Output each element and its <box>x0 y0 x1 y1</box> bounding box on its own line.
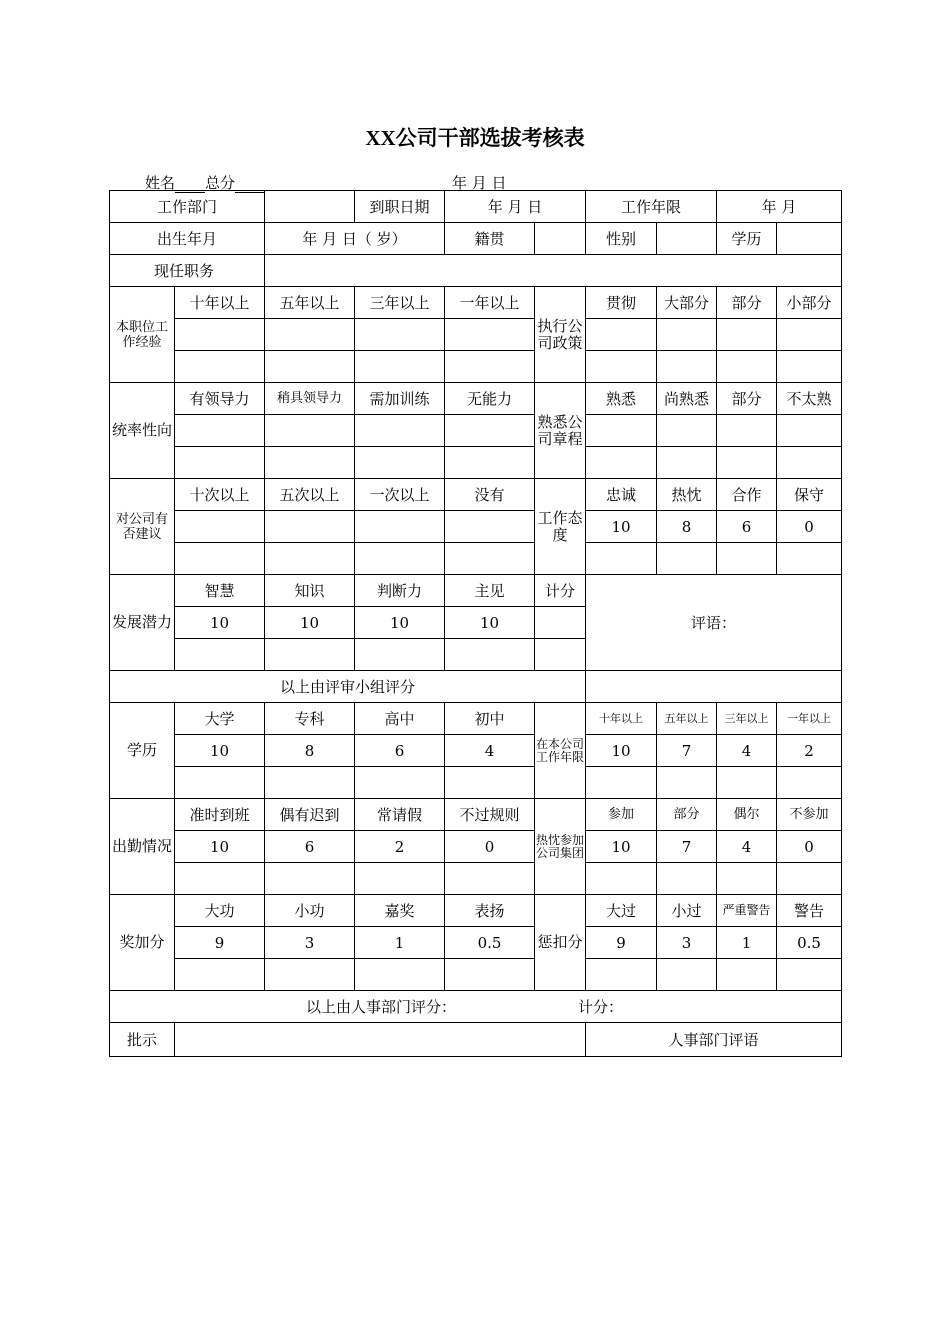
edu-score: 6 <box>355 735 445 767</box>
experience-option: 十年以上 <box>175 287 265 319</box>
score-cell[interactable] <box>717 319 777 351</box>
work-years-input[interactable]: 年 月 <box>717 191 842 223</box>
score-cell[interactable] <box>265 639 355 671</box>
score-cell[interactable] <box>265 319 355 351</box>
penalty-score: 0.5 <box>777 927 842 959</box>
score-cell[interactable] <box>717 767 777 799</box>
attitude-option: 热忱 <box>657 479 717 511</box>
panel-note-blank[interactable] <box>586 671 842 703</box>
dept-input[interactable] <box>265 191 355 223</box>
tenure-option: 十年以上 <box>586 703 657 735</box>
score-cell[interactable] <box>777 863 842 895</box>
score-cell[interactable] <box>777 959 842 991</box>
group-option: 偶尔 <box>717 799 777 831</box>
edu-score: 4 <box>445 735 535 767</box>
experience-option: 五年以上 <box>265 287 355 319</box>
score-cell[interactable] <box>777 351 842 383</box>
leadership-label: 统率性向 <box>110 383 175 479</box>
score-cell[interactable] <box>586 319 657 351</box>
score-cell[interactable] <box>175 639 265 671</box>
native-input[interactable] <box>535 223 586 255</box>
score-cell[interactable] <box>657 415 717 447</box>
position-label: 现任职务 <box>110 255 265 287</box>
attendance-label: 出勤情况 <box>110 799 175 895</box>
join-date-label: 到职日期 <box>355 191 445 223</box>
join-date-input[interactable]: 年 月 日 <box>445 191 586 223</box>
score-cell[interactable] <box>355 959 445 991</box>
bonus-option: 大功 <box>175 895 265 927</box>
score-cell[interactable] <box>777 543 842 575</box>
tenure-option: 一年以上 <box>777 703 842 735</box>
attitude-score: 10 <box>586 511 657 543</box>
score-cell[interactable] <box>265 511 355 543</box>
penalty-score: 3 <box>657 927 717 959</box>
group-score: 4 <box>717 831 777 863</box>
score-cell[interactable] <box>586 447 657 479</box>
score-cell[interactable] <box>586 959 657 991</box>
score-cell[interactable] <box>586 415 657 447</box>
attendance-option: 偶有迟到 <box>265 799 355 831</box>
experience-option: 三年以上 <box>355 287 445 319</box>
score-cell[interactable] <box>717 959 777 991</box>
score-cell[interactable] <box>355 351 445 383</box>
potential-score-label: 计分 <box>535 575 586 607</box>
potential-score: 10 <box>445 607 535 639</box>
education-label: 学历 <box>717 223 777 255</box>
score-cell[interactable] <box>717 447 777 479</box>
attendance-option: 不过规则 <box>445 799 535 831</box>
total-label: 总分 <box>205 174 236 192</box>
tenure-score: 4 <box>717 735 777 767</box>
score-cell[interactable] <box>265 351 355 383</box>
education-input[interactable] <box>777 223 842 255</box>
assessment-table <box>109 190 842 1057</box>
hr-score: 计分： <box>578 997 624 1016</box>
penalty-option: 警告 <box>777 895 842 927</box>
hr-note: 以上由人事部门评分： <box>306 997 457 1016</box>
score-cell[interactable] <box>657 543 717 575</box>
score-cell[interactable] <box>586 351 657 383</box>
suggestion-option: 五次以上 <box>265 479 355 511</box>
edu-label: 学历 <box>110 703 175 799</box>
edu-option: 初中 <box>445 703 535 735</box>
bonus-score: 0.5 <box>445 927 535 959</box>
dept-label: 工作部门 <box>110 191 265 223</box>
group-label: 热忱参加公司集团 <box>535 799 586 895</box>
birth-label: 出生年月 <box>110 223 265 255</box>
tenure-score: 2 <box>777 735 842 767</box>
edu-option: 高中 <box>355 703 445 735</box>
bonus-option: 表扬 <box>445 895 535 927</box>
gender-label: 性别 <box>586 223 657 255</box>
score-cell[interactable] <box>175 447 265 479</box>
potential-option: 主见 <box>445 575 535 607</box>
score-cell[interactable] <box>445 863 535 895</box>
score-cell[interactable] <box>175 543 265 575</box>
edu-score: 10 <box>175 735 265 767</box>
work-years-label: 工作年限 <box>586 191 717 223</box>
potential-score: 10 <box>175 607 265 639</box>
header-date: 年 月 日 <box>452 174 507 192</box>
rules-option: 不太熟 <box>777 383 842 415</box>
score-cell[interactable] <box>175 511 265 543</box>
score-cell[interactable] <box>445 511 535 543</box>
edu-score: 8 <box>265 735 355 767</box>
potential-score: 10 <box>265 607 355 639</box>
attendance-option: 准时到班 <box>175 799 265 831</box>
score-cell[interactable] <box>355 639 445 671</box>
attendance-score: 2 <box>355 831 445 863</box>
score-cell[interactable] <box>586 543 657 575</box>
edu-option: 专科 <box>265 703 355 735</box>
policy-option: 贯彻 <box>586 287 657 319</box>
attendance-option: 常请假 <box>355 799 445 831</box>
suggestion-option: 十次以上 <box>175 479 265 511</box>
score-cell[interactable] <box>717 863 777 895</box>
gender-input[interactable] <box>657 223 717 255</box>
edu-option: 大学 <box>175 703 265 735</box>
score-cell[interactable] <box>265 543 355 575</box>
tenure-option: 三年以上 <box>717 703 777 735</box>
score-cell[interactable] <box>717 543 777 575</box>
score-cell[interactable] <box>777 447 842 479</box>
suggestion-option: 一次以上 <box>355 479 445 511</box>
approve-input[interactable] <box>175 1023 586 1057</box>
bonus-option: 小功 <box>265 895 355 927</box>
attendance-score: 0 <box>445 831 535 863</box>
bonus-score: 9 <box>175 927 265 959</box>
score-cell[interactable] <box>175 767 265 799</box>
comment-label: 评语： <box>691 613 737 632</box>
rules-option: 尚熟悉 <box>657 383 717 415</box>
policy-option: 部分 <box>717 287 777 319</box>
tenure-option: 五年以上 <box>657 703 717 735</box>
bonus-label: 奖加分 <box>110 895 175 991</box>
potential-label: 发展潜力 <box>110 575 175 671</box>
group-option: 部分 <box>657 799 717 831</box>
score-cell[interactable] <box>175 959 265 991</box>
birth-input[interactable]: 年 月 日（ 岁） <box>265 223 445 255</box>
rules-option: 部分 <box>717 383 777 415</box>
attitude-score: 6 <box>717 511 777 543</box>
score-cell[interactable] <box>355 863 445 895</box>
score-cell[interactable] <box>445 959 535 991</box>
score-cell[interactable] <box>445 351 535 383</box>
hr-note-row[interactable] <box>110 991 842 1023</box>
score-cell[interactable] <box>355 511 445 543</box>
tenure-score: 7 <box>657 735 717 767</box>
suggestion-label: 对公司有否建议 <box>110 479 175 575</box>
score-cell[interactable] <box>265 447 355 479</box>
experience-label: 本职位工作经验 <box>110 287 175 383</box>
score-cell[interactable] <box>265 863 355 895</box>
attitude-label: 工作态度 <box>535 479 586 575</box>
page-title: XX公司干部选拔考核表 <box>365 126 585 150</box>
score-cell[interactable] <box>445 447 535 479</box>
rules-option: 熟悉 <box>586 383 657 415</box>
score-cell[interactable] <box>717 351 777 383</box>
native-label: 籍贯 <box>445 223 535 255</box>
hr-comment: 人事部门评语 <box>586 1023 842 1057</box>
attitude-score: 0 <box>777 511 842 543</box>
score-cell[interactable] <box>445 415 535 447</box>
score-cell[interactable] <box>265 767 355 799</box>
score-cell[interactable] <box>657 447 717 479</box>
score-cell[interactable] <box>175 863 265 895</box>
score-cell[interactable] <box>175 319 265 351</box>
score-cell[interactable] <box>175 351 265 383</box>
group-option: 不参加 <box>777 799 842 831</box>
penalty-option: 大过 <box>586 895 657 927</box>
approve-label: 批示 <box>110 1023 175 1057</box>
score-cell[interactable] <box>175 415 265 447</box>
score-cell[interactable] <box>355 319 445 351</box>
comment-box[interactable] <box>586 575 842 671</box>
score-cell[interactable] <box>265 415 355 447</box>
penalty-option: 严重警告 <box>717 895 777 927</box>
policy-option: 小部分 <box>777 287 842 319</box>
group-score: 0 <box>777 831 842 863</box>
score-cell[interactable] <box>445 767 535 799</box>
attendance-score: 6 <box>265 831 355 863</box>
penalty-score: 1 <box>717 927 777 959</box>
potential-score: 10 <box>355 607 445 639</box>
score-cell[interactable] <box>355 415 445 447</box>
score-cell[interactable] <box>586 863 657 895</box>
group-option: 参加 <box>586 799 657 831</box>
bonus-score: 1 <box>355 927 445 959</box>
attendance-score: 10 <box>175 831 265 863</box>
attitude-option: 保守 <box>777 479 842 511</box>
score-cell[interactable] <box>445 543 535 575</box>
score-cell[interactable] <box>445 639 535 671</box>
score-cell[interactable] <box>265 959 355 991</box>
policy-option: 大部分 <box>657 287 717 319</box>
policy-label: 执行公司政策 <box>535 287 586 383</box>
group-score: 10 <box>586 831 657 863</box>
score-cell[interactable] <box>535 607 586 639</box>
score-cell[interactable] <box>445 319 535 351</box>
attitude-option: 合作 <box>717 479 777 511</box>
leadership-option: 需加训练 <box>355 383 445 415</box>
leadership-option: 无能力 <box>445 383 535 415</box>
rules-label: 熟悉公司章程 <box>535 383 586 479</box>
tenure-score: 10 <box>586 735 657 767</box>
name-label: 姓名 <box>145 174 176 192</box>
score-cell[interactable] <box>777 767 842 799</box>
score-cell[interactable] <box>586 767 657 799</box>
penalty-score: 9 <box>586 927 657 959</box>
group-score: 7 <box>657 831 717 863</box>
score-cell[interactable] <box>657 351 717 383</box>
leadership-option: 稍具领导力 <box>265 383 355 415</box>
attitude-score: 8 <box>657 511 717 543</box>
score-cell[interactable] <box>355 767 445 799</box>
potential-option: 智慧 <box>175 575 265 607</box>
penalty-option: 小过 <box>657 895 717 927</box>
panel-note: 以上由评审小组评分 <box>110 671 586 703</box>
score-cell[interactable] <box>657 959 717 991</box>
score-cell[interactable] <box>717 415 777 447</box>
score-cell[interactable] <box>657 319 717 351</box>
bonus-score: 3 <box>265 927 355 959</box>
position-input[interactable] <box>265 255 842 287</box>
score-cell[interactable] <box>355 447 445 479</box>
score-cell[interactable] <box>777 415 842 447</box>
experience-option: 一年以上 <box>445 287 535 319</box>
bonus-option: 嘉奖 <box>355 895 445 927</box>
tenure-label: 在本公司工作年限 <box>535 703 586 799</box>
score-cell[interactable] <box>657 863 717 895</box>
penalty-label: 惩扣分 <box>535 895 586 991</box>
potential-option: 知识 <box>265 575 355 607</box>
suggestion-option: 没有 <box>445 479 535 511</box>
score-cell[interactable] <box>777 319 842 351</box>
score-cell[interactable] <box>657 767 717 799</box>
score-cell[interactable] <box>355 543 445 575</box>
score-cell[interactable] <box>535 639 586 671</box>
potential-option: 判断力 <box>355 575 445 607</box>
attitude-option: 忠诚 <box>586 479 657 511</box>
leadership-option: 有领导力 <box>175 383 265 415</box>
